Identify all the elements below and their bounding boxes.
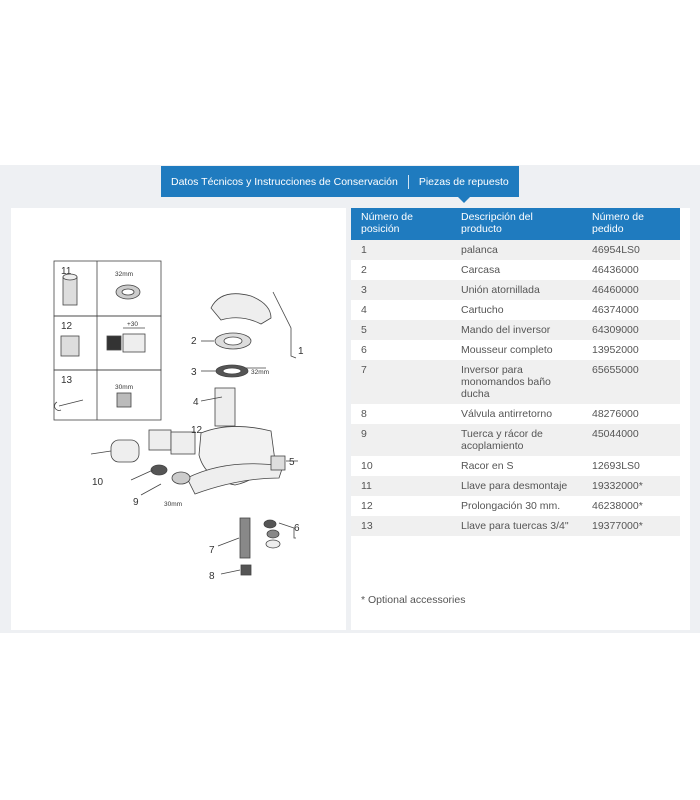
s-connector-part bbox=[111, 440, 139, 462]
cell-description: palanca bbox=[451, 240, 582, 260]
exploded-drawing bbox=[11, 208, 346, 630]
table-row bbox=[351, 404, 680, 424]
cell-description: Llave para desmontaje bbox=[451, 476, 582, 496]
extension-icon bbox=[61, 336, 79, 356]
cell-position: 4 bbox=[351, 300, 451, 320]
table-row bbox=[351, 476, 680, 496]
header-description: Descripción del producto bbox=[451, 208, 582, 240]
cell-description: Cartucho bbox=[451, 300, 582, 320]
dim-12: +30 bbox=[127, 321, 139, 328]
lever-part bbox=[211, 294, 271, 324]
cell-position: 11 bbox=[351, 476, 451, 496]
callout-12: 12 bbox=[191, 425, 203, 436]
cell-position: 9 bbox=[351, 424, 451, 456]
cell-order-number: 13952000 bbox=[582, 340, 680, 360]
cell-position: 10 bbox=[351, 456, 451, 476]
header-order-number: Número de pedido bbox=[582, 208, 680, 240]
cartridge-part bbox=[215, 388, 235, 426]
spare-parts-panel bbox=[351, 208, 690, 630]
table-row bbox=[351, 280, 680, 300]
cell-order-number: 46460000 bbox=[582, 280, 680, 300]
callout-7: 7 bbox=[209, 545, 215, 556]
header-position: Número de posición bbox=[351, 208, 451, 240]
table-row bbox=[351, 496, 680, 516]
callout-9: 9 bbox=[133, 497, 139, 508]
cell-order-number: 46238000* bbox=[582, 496, 680, 516]
spout-part bbox=[187, 464, 283, 494]
cell-order-number: 19332000* bbox=[582, 476, 680, 496]
cell-description: Prolongación 30 mm. bbox=[451, 496, 582, 516]
diverter-knob-part bbox=[271, 456, 285, 470]
table-row bbox=[351, 424, 680, 456]
removal-tool-icon bbox=[63, 277, 77, 305]
table-row bbox=[351, 456, 680, 476]
cell-description: Mousseur completo bbox=[451, 340, 582, 360]
cell-position: 6 bbox=[351, 340, 451, 360]
cell-description: Inversor para monomandos baño ducha bbox=[451, 360, 582, 404]
cell-order-number: 46436000 bbox=[582, 260, 680, 280]
cell-description: Tuerca y rácor de acoplamiento bbox=[451, 424, 582, 456]
cell-order-number: 65655000 bbox=[582, 360, 680, 404]
cell-position: 3 bbox=[351, 280, 451, 300]
cell-description: Racor en S bbox=[451, 456, 582, 476]
tab-spare-parts-label: Piezas de repuesto bbox=[418, 175, 509, 188]
callout-5: 5 bbox=[289, 457, 295, 468]
cell-order-number: 46954LS0 bbox=[582, 240, 680, 260]
cell-position: 7 bbox=[351, 360, 451, 404]
table-row bbox=[351, 360, 680, 404]
cell-order-number: 12693LS0 bbox=[582, 456, 680, 476]
callout-3: 3 bbox=[191, 367, 197, 378]
callout-1: 1 bbox=[298, 346, 304, 357]
spare-parts-table bbox=[351, 208, 680, 536]
table-row bbox=[351, 260, 680, 280]
dim-11: 32mm bbox=[115, 271, 134, 278]
cell-description: Mando del inversor bbox=[451, 320, 582, 340]
cell-description: Unión atornillada bbox=[451, 280, 582, 300]
table-row bbox=[351, 300, 680, 320]
table-row bbox=[351, 516, 680, 536]
callout-6: 6 bbox=[294, 523, 300, 534]
cell-position: 8 bbox=[351, 404, 451, 424]
callout-8: 8 bbox=[209, 571, 215, 582]
cell-description: Carcasa bbox=[451, 260, 582, 280]
callout-4: 4 bbox=[193, 397, 199, 408]
cell-order-number: 45044000 bbox=[582, 424, 680, 456]
cell-order-number: 46374000 bbox=[582, 300, 680, 320]
cell-position: 2 bbox=[351, 260, 451, 280]
diverter-part bbox=[240, 518, 250, 558]
aerator-part bbox=[264, 520, 276, 528]
wrench-icon bbox=[55, 400, 83, 410]
table-row bbox=[351, 340, 680, 360]
table-row bbox=[351, 320, 680, 340]
optional-accessories-note: * Optional accessories bbox=[361, 594, 466, 606]
exploded-view-svg bbox=[11, 208, 346, 630]
cell-description: Válvula antirretorno bbox=[451, 404, 582, 424]
cell-order-number: 48276000 bbox=[582, 404, 680, 424]
callout-10: 10 bbox=[92, 477, 104, 488]
tab-bar bbox=[161, 166, 519, 197]
cell-position: 12 bbox=[351, 496, 451, 516]
active-tab-indicator bbox=[458, 197, 470, 203]
tab-spare-parts[interactable] bbox=[409, 166, 519, 197]
label-12: 12 bbox=[61, 321, 73, 332]
label-13: 13 bbox=[61, 375, 73, 386]
cell-position: 13 bbox=[351, 516, 451, 536]
table-header-row bbox=[351, 208, 680, 240]
table-row bbox=[351, 240, 680, 260]
cell-description: Llave para tuercas 3/4" bbox=[451, 516, 582, 536]
coupling-nut-part bbox=[151, 465, 167, 475]
cell-position: 5 bbox=[351, 320, 451, 340]
extension-part-icon bbox=[107, 336, 121, 350]
cell-position: 1 bbox=[351, 240, 451, 260]
cell-order-number: 64309000 bbox=[582, 320, 680, 340]
callout-2: 2 bbox=[191, 336, 197, 347]
nut-30mm-icon bbox=[117, 393, 131, 407]
dim-3: 32mm bbox=[251, 369, 270, 376]
check-valve-part bbox=[241, 565, 251, 575]
cell-order-number: 19377000* bbox=[582, 516, 680, 536]
dim-9: 30mm bbox=[164, 501, 183, 508]
tab-technical-data[interactable]: Datos Técnicos y Instrucciones de Conservación bbox=[171, 175, 398, 188]
dim-13: 30mm bbox=[115, 384, 134, 391]
label-11: 11 bbox=[61, 266, 72, 277]
